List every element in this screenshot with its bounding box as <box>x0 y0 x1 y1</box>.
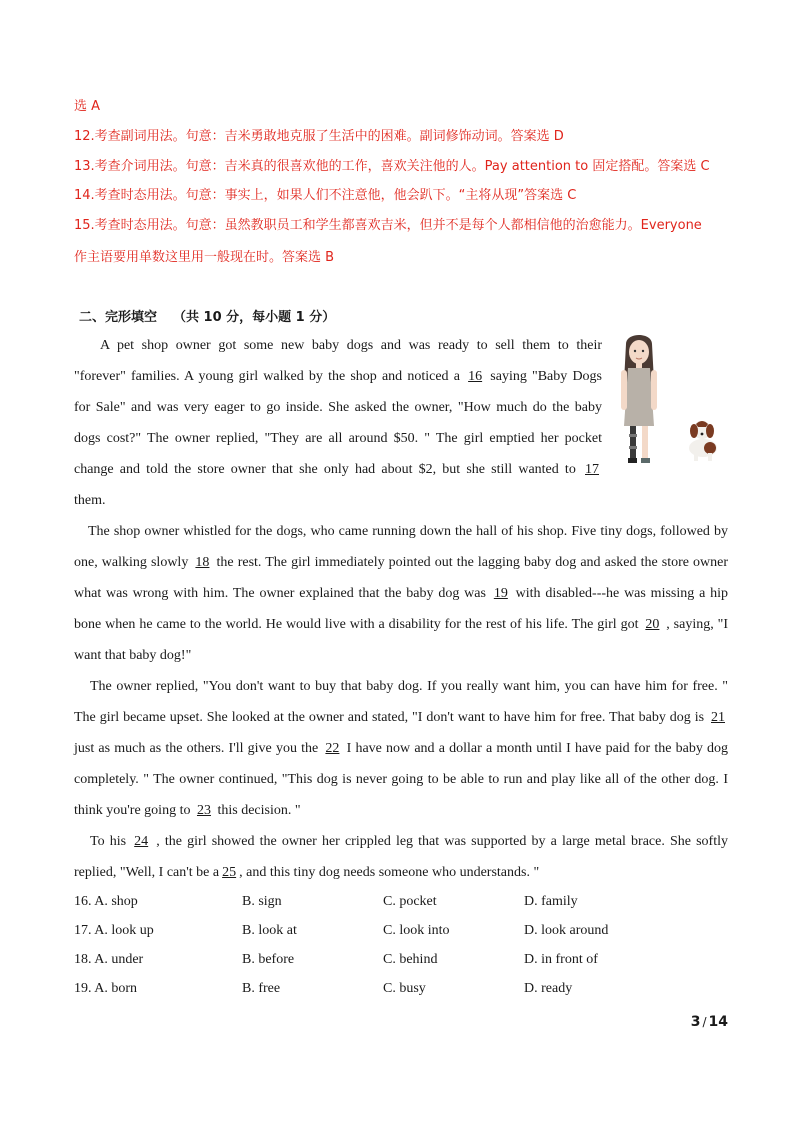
passage-line: completely. " The owner continued, "This dog is never going to be able to run and play like all of the other dog. I <box>74 772 728 787</box>
blank-21: 21 <box>711 710 725 725</box>
passage-text: just as much as the others. I'll give you the <box>74 741 319 756</box>
option-b: B. before <box>242 952 295 967</box>
blank-24: 24 <box>134 834 149 849</box>
passage-paragraph-1 <box>74 337 602 517</box>
blank-17: 17 <box>585 462 599 477</box>
option-a: 16. A. shop <box>74 894 138 909</box>
question-row <box>74 981 734 999</box>
option-a: 19. A. born <box>74 981 137 996</box>
passage-line <box>74 368 602 386</box>
question-row <box>74 952 734 970</box>
passage-line: The owner replied, "You don't want to buy that baby dog. If you really want him, you can have him for free. " <box>90 679 728 694</box>
option-a: 18. A. under <box>74 952 144 967</box>
option-d: D. family <box>524 894 578 909</box>
question-row <box>74 894 734 912</box>
passage-text: I have now and a dollar a month until I have paid for the baby dog <box>346 741 729 756</box>
passage-paragraph-4 <box>74 833 728 883</box>
passage-line <box>74 585 728 603</box>
section-title: 二、完形填空 <box>79 310 158 325</box>
passage-line <box>74 740 728 758</box>
option-c: C. pocket <box>383 894 437 909</box>
passage-text: The girl became upset. She looked at the owner and stated, "I don't want to have him for free. That baby dog is <box>74 710 705 725</box>
answer-line: 作主语要用单数这里用一般现在时。答案选 B <box>74 250 335 265</box>
blank-18: 18 <box>195 555 210 570</box>
passage-text: bone when he came to the world. He would live with a disability for the rest of his life. The girl got <box>74 617 639 632</box>
passage-text: saying "Baby Dogs <box>490 369 602 384</box>
passage-line <box>74 864 539 882</box>
option-c: C. busy <box>383 981 426 996</box>
blank-22: 22 <box>325 741 340 756</box>
passage-text: To his <box>90 834 127 849</box>
passage-line <box>90 833 728 851</box>
page-current: 3 <box>690 1014 701 1030</box>
answer-line: 14.考查时态用法。句意：事实上，如果人们不注意他，他会趴下。“主将从现”答案选 C <box>74 188 577 203</box>
passage-line: for Sale" and was very eager to go inside. She asked the owner, "How much do the baby <box>74 400 602 415</box>
question-row <box>74 923 734 941</box>
option-b: B. free <box>242 981 281 996</box>
answer-line: 13.考查介词用法。句意：吉米真的很喜欢他的工作，喜欢关注他的人。Pay attention to 固定搭配。答案选 C <box>74 159 710 174</box>
passage-text: , saying, "I <box>666 617 729 632</box>
passage-line: them. <box>74 493 106 508</box>
page-total: 14 <box>708 1014 728 1030</box>
option-b: B. look at <box>242 923 297 938</box>
answer-line: 选 A <box>74 99 101 114</box>
passage-text: think you're going to <box>74 803 191 818</box>
passage-text: one, walking slowly <box>74 555 189 570</box>
blank-25: 25 <box>222 865 237 880</box>
answer-line: 15.考查时态用法。句意：虽然教职员工和学生都喜欢吉米，但并不是每个人都相信他的治愈能力。Everyone <box>74 218 702 233</box>
page-number <box>691 1014 728 1030</box>
option-d: D. in front of <box>524 952 598 967</box>
passage-text: "forever" families. A young girl walked by the shop and noticed a <box>74 369 460 384</box>
passage-text: , and this tiny dog needs someone who understands. " <box>239 865 540 880</box>
blank-19: 19 <box>493 586 508 601</box>
page-separator: / <box>702 1015 707 1029</box>
passage-text: change and told the store owner that she only had about $2, but she still wanted to <box>74 462 576 477</box>
option-b: B. sign <box>242 894 282 909</box>
passage-text: , the girl showed the owner her crippled leg that was supported by a large metal brace. She softly <box>156 834 728 849</box>
passage-line <box>74 461 602 479</box>
passage-line: The shop owner whistled for the dogs, who came running down the hall of his shop. Five tiny dogs, followed by <box>88 524 728 539</box>
option-d: D. ready <box>524 981 573 996</box>
blank-20: 20 <box>645 617 660 632</box>
passage-text: the rest. The girl immediately pointed out the lagging baby dog and asked the store owner <box>216 555 729 570</box>
girl-and-dog-illustration <box>608 330 728 470</box>
passage-line <box>74 616 728 634</box>
answer-line: 12.考查副词用法。句意：吉米勇敢地克服了生活中的困难。副词修饰动词。答案选 D <box>74 129 564 144</box>
section-heading <box>79 306 335 325</box>
option-c: C. look into <box>383 923 450 938</box>
passage-paragraph-3 <box>74 678 728 828</box>
passage-paragraph-2 <box>74 523 728 673</box>
blank-16: 16 <box>468 369 483 384</box>
passage-line: dogs cost?" The owner replied, "They are all around $50. " The girl emptied her pocket <box>74 431 602 446</box>
option-a: 17. A. look up <box>74 923 154 938</box>
section-subtitle: （共 10 分，每小题 1 分） <box>173 310 336 325</box>
passage-line: A pet shop owner got some new baby dogs and was ready to sell them to their <box>100 338 602 353</box>
passage-line <box>74 802 301 820</box>
option-d: D. look around <box>524 923 609 938</box>
passage-line <box>74 554 728 572</box>
passage-text: this decision. " <box>217 803 301 818</box>
passage-text: replied, "Well, I can't be a <box>74 865 220 880</box>
passage-text: what was wrong with him. The owner explained that the baby dog was <box>74 586 486 601</box>
blank-23: 23 <box>196 803 211 818</box>
passage-line: want that baby dog!" <box>74 648 192 663</box>
passage-line <box>74 709 728 727</box>
option-c: C. behind <box>383 952 438 967</box>
passage-text: with disabled---he was missing a hip <box>515 586 729 601</box>
